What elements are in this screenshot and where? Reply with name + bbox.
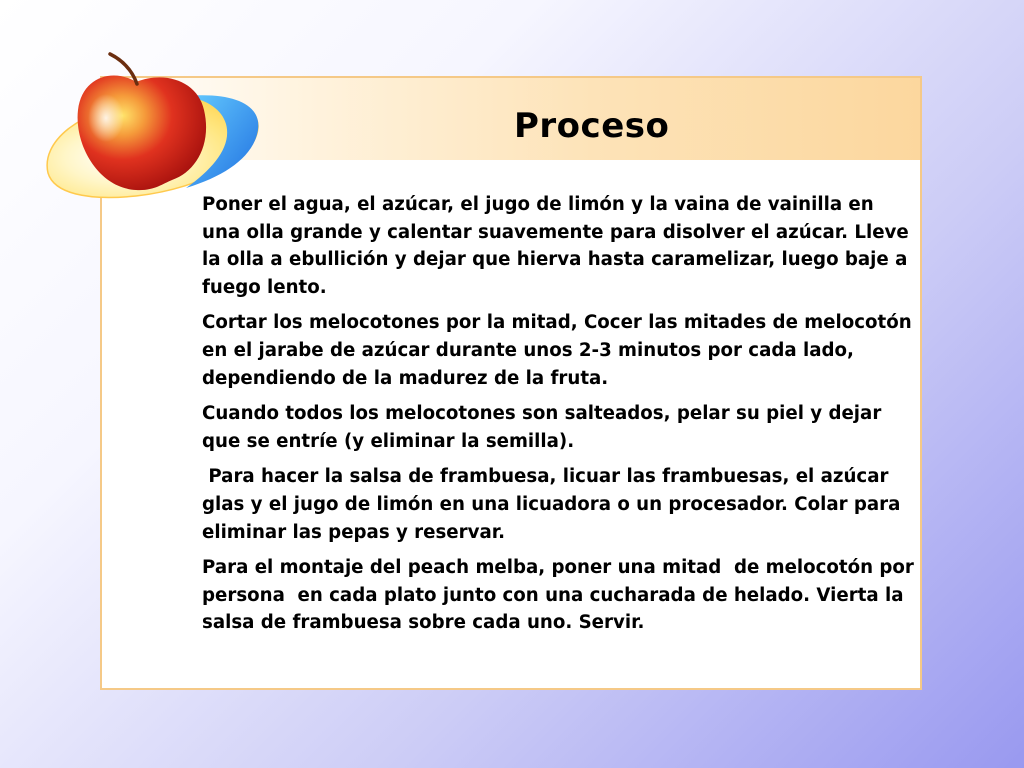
paragraph-3: Cuando todos los melocotones son salteados, pelar su piel y dejar que se entríe (y eliminar la semilla). <box>202 403 888 452</box>
paragraph-2: Cortar los melocotones por la mitad, Cocer las mitades de melocotón en el jarabe de azúcar durante unos 2-3 minutos por cada lado, dependiendo de la madurez de la fruta. <box>202 312 919 389</box>
slide-body <box>202 191 921 645</box>
paragraph-1: Poner el agua, el azúcar, el jugo de limón y la vaina de vainilla en una olla grande y calentar suavemente para disolver el azúcar. Lleve la olla a ebullición y dejar que hierva hasta caramelizar, luego baje a fuego lento. <box>202 194 916 298</box>
paragraph-4: Para hacer la salsa de frambuesa, licuar las frambuesas, el azúcar glas y el jugo de limón en una licuadora o un procesador. Colar para eliminar las pepas y reservar. <box>202 466 907 543</box>
apple-icon <box>36 48 266 208</box>
paragraph-5: Para el montaje del peach melba, poner una mitad de melocotón por persona en cada plato junto con una cucharada de helado. Vierta la salsa de frambuesa sobre cada uno. Servir. <box>202 557 921 634</box>
slide-title: Proceso <box>514 106 670 146</box>
